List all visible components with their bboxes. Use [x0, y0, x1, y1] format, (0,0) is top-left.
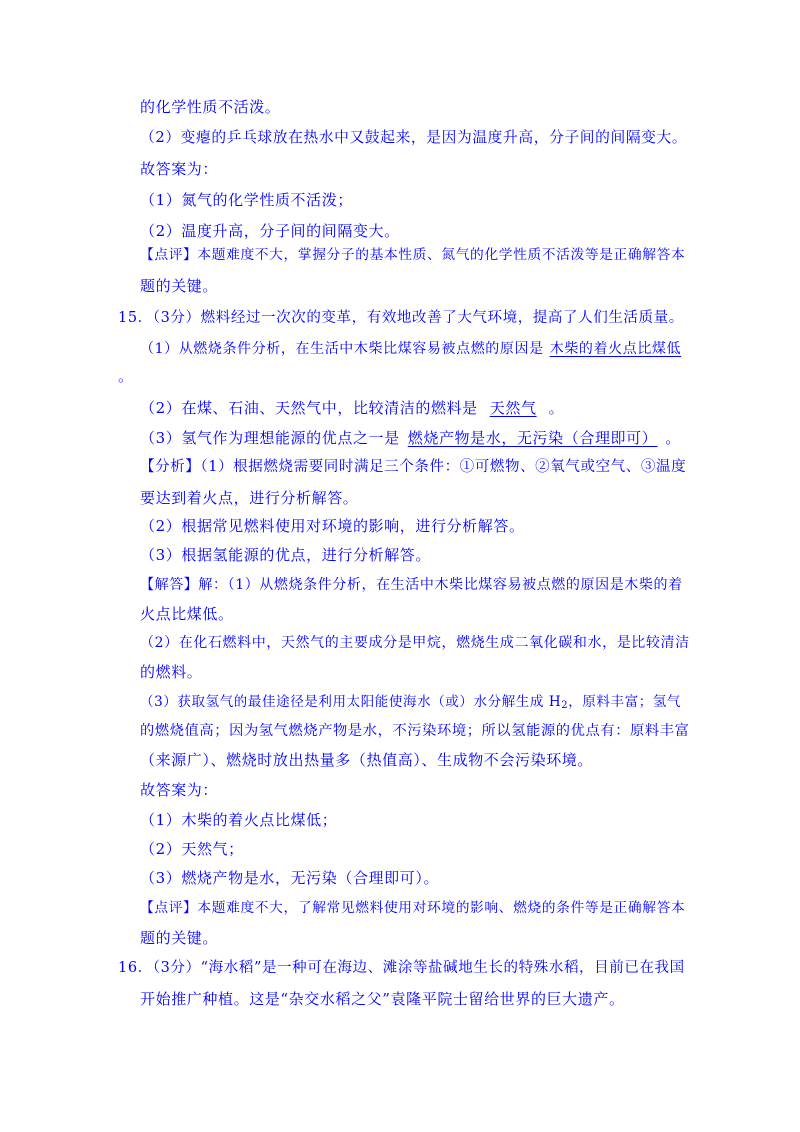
text-line: （2）温度升高，分子间的间隔变大。: [140, 222, 400, 240]
answer-line: （3）燃烧产物是水，无污染（合理即可）。: [140, 869, 440, 887]
solution-text: ，原料丰富；氢气: [568, 694, 682, 710]
question-text: （2）在煤、石油、天然气中，比较清洁的燃料是: [140, 399, 478, 417]
subscript: 2: [561, 700, 569, 711]
period-mark: 。: [548, 399, 565, 417]
answer-line: （2）天然气；: [140, 840, 244, 858]
solution-line: （2）在化石燃料中，天然气的主要成分是甲烷，燃烧生成二氧化碳和水，是比较清洁: [140, 635, 690, 651]
answer-blank: 燃烧产物是水，无污染（合理即可）: [407, 429, 658, 447]
question-text: （1）从燃烧条件分析，在生活中木柴比煤容易被点燃的原因是: [140, 341, 544, 357]
text-line: 故答案为：: [140, 160, 219, 178]
analysis-line: （2）根据常见燃料使用对环境的影响，进行分析解答。: [140, 517, 525, 535]
period-mark: 。: [118, 367, 134, 385]
question-15-part-2: [140, 398, 564, 418]
answer-line: （1）木柴的着火点比煤低；: [140, 811, 338, 829]
solution-line: 的燃烧值高；因为氢气燃烧产物是水，不污染环境；所以氢能源的优点有：原料丰富: [140, 723, 690, 739]
question-16-line: 开始推广种植。这是“杂交水稻之父”袁隆平院士留给世界的巨大遗产。: [140, 990, 625, 1008]
question-15-heading: 15．（3分）燃料经过一次次的变革，有效地改善了大气环境，提高了人们生活质量。: [118, 310, 684, 326]
answer-blank: 天然气: [489, 399, 537, 417]
question-16-heading: 16．（3分）“海水稻”是一种可在海边、滩涂等盐碱地生长的特殊水稻，目前已在我国: [118, 960, 685, 976]
comment-line: 【点评】本题难度不大，掌握分子的基本性质、氮气的化学性质不活泼等是正确解答本: [140, 247, 686, 263]
solution-line: 【解答】解：（1）从燃烧条件分析，在生活中木柴比煤容易被点燃的原因是木柴的着: [140, 577, 683, 593]
question-15-part-3: [140, 428, 681, 448]
analysis-line: （3）根据氢能源的优点，进行分析解答。: [140, 546, 431, 564]
solution-text: （3）获取氢气的最佳途径是利用太阳能使海水（或）水分解生成 H: [140, 694, 562, 710]
answer-summary-label: 故答案为：: [140, 781, 219, 799]
answer-blank: 木柴的着火点比煤低: [549, 341, 682, 357]
text-line: （2）变瘪的乒乓球放在热水中又鼓起来，是因为温度升高，分子间的间隔变大。: [140, 129, 688, 146]
comment-line: 题的关键。: [140, 929, 219, 947]
text-line: （1）氮气的化学性质不活泼；: [140, 191, 353, 209]
text-line: 题的关键。: [140, 277, 219, 295]
solution-line: 的燃料。: [140, 663, 203, 681]
text-line: 的化学性质不活泼。: [140, 98, 281, 116]
question-15-part-1: [140, 339, 687, 359]
solution-line: （来源广）、燃烧时放出热量多（热值高）、生成物不会污染环境。: [140, 751, 594, 769]
solution-line: [140, 692, 681, 712]
solution-line: 火点比煤低。: [140, 605, 234, 623]
analysis-line: 要达到着火点，进行分析解答。: [140, 489, 359, 507]
question-text: （3）氢气作为理想能源的优点之一是: [140, 429, 400, 447]
analysis-line: 【分析】（1）根据燃烧需要同时满足三个条件：①可燃物、②氧气或空气、③温度: [140, 459, 687, 475]
comment-line: 【点评】本题难度不大，了解常见燃料使用对环境的影响、燃烧的条件等是正确解答本: [140, 900, 686, 916]
period-mark: 。: [665, 429, 681, 447]
